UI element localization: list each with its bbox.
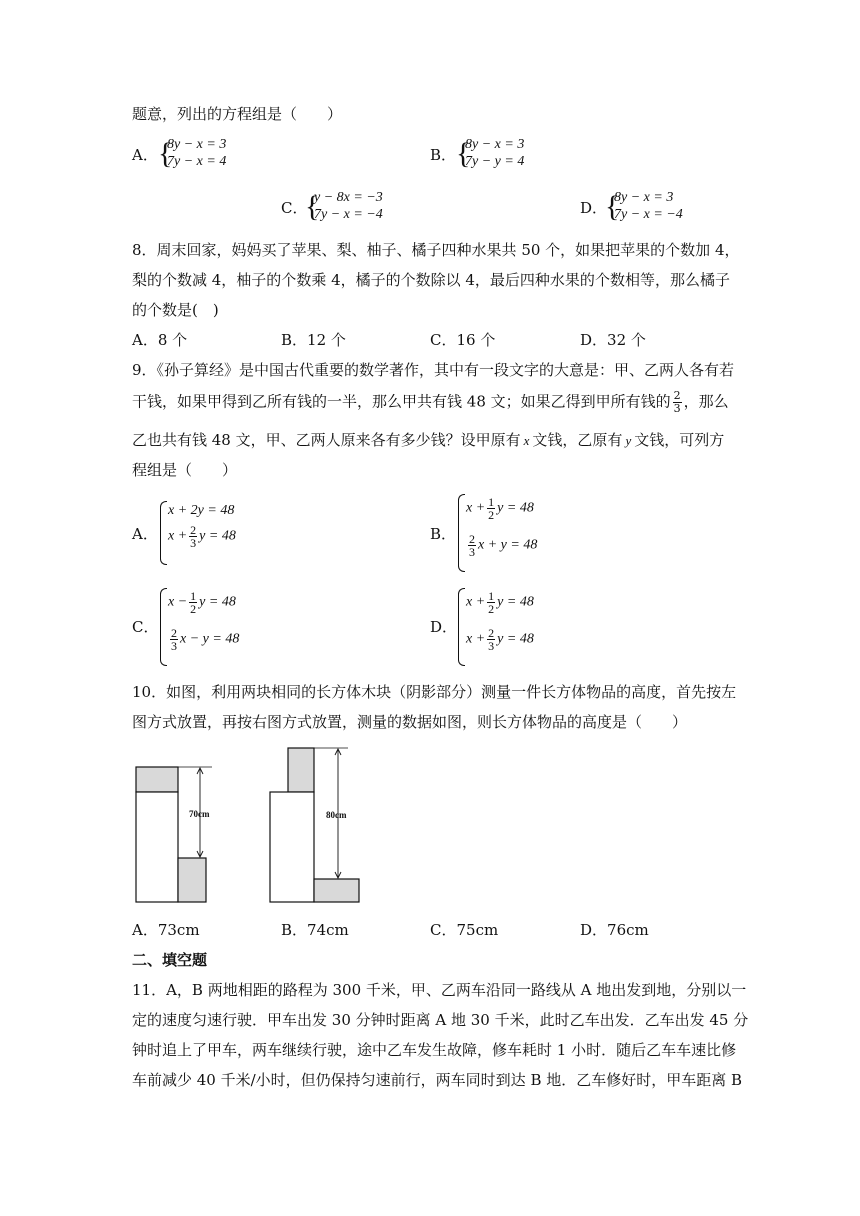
right-object-box bbox=[270, 792, 314, 902]
frac-denominator: 3 bbox=[469, 545, 475, 559]
q9-line3-part3: 文钱，可列方 bbox=[634, 431, 725, 449]
q10-stem-line2: 图方式放置，再按右图方式放置，测量的数据如图，则长方体物品的高度是（ ） bbox=[132, 713, 688, 731]
q9-a-eq1: x + 2y = 48 bbox=[168, 503, 235, 518]
right-bottom-wood-block bbox=[314, 879, 359, 902]
q7-option-a-brace: { bbox=[158, 137, 173, 170]
var-x: x bbox=[523, 433, 530, 448]
q9-option-b-label: B． bbox=[430, 525, 457, 543]
q7-option-b-brace: { bbox=[456, 137, 471, 170]
frac-numerator: 1 bbox=[190, 589, 197, 603]
frac-denominator: 2 bbox=[190, 602, 197, 616]
q11-stem-line4: 车前减少 40 千米/小时，但仍保持匀速前行，两车同时到达 B 地．乙车修好时，甲车距离 B bbox=[132, 1071, 743, 1089]
q7-b-eq1: 8y − x = 3 bbox=[465, 137, 525, 152]
q8-option-d: D．32 个 bbox=[580, 331, 646, 349]
q9-d-eq1-rhs: y = 48 bbox=[497, 594, 534, 610]
frac-numerator: 1 bbox=[488, 589, 495, 603]
frac-numerator: 2 bbox=[488, 626, 495, 640]
frac-numerator: 1 bbox=[488, 495, 495, 509]
frac-denominator: 3 bbox=[190, 536, 197, 550]
q8-option-b: B．12 个 bbox=[281, 331, 346, 349]
q9-option-c-label: C． bbox=[132, 618, 159, 636]
q7-option-d-brace: { bbox=[605, 190, 620, 223]
q9-b-eq1-rhs: y = 48 bbox=[497, 500, 534, 516]
q9-d-eq1-lhs: x + bbox=[466, 594, 486, 610]
right-top-wood-block bbox=[288, 748, 314, 792]
q9-line2-part2: ，那么 bbox=[683, 392, 729, 411]
q9-c-eq1-lhs: x − bbox=[168, 594, 188, 610]
q9-d-eq2-rhs: y = 48 bbox=[497, 631, 534, 647]
var-y: y bbox=[625, 433, 632, 448]
q9-c-eq2-rest: x − y = 48 bbox=[180, 631, 240, 647]
left-bottom-wood-block bbox=[178, 858, 206, 902]
right-arrangement bbox=[270, 748, 359, 902]
q7-stem-tail: 题意，列出的方程组是（ ） bbox=[132, 105, 343, 123]
frac-denominator: 3 bbox=[488, 639, 495, 653]
q7-d-eq1: 8y − x = 3 bbox=[614, 190, 674, 205]
q9-b-eq2-rest: x + y = 48 bbox=[478, 537, 538, 553]
right-dimension-label: 80cm bbox=[326, 810, 347, 820]
q7-c-eq1: y − 8x = −3 bbox=[314, 190, 383, 205]
q8-option-a: A．8 个 bbox=[132, 331, 188, 349]
q9-stem-line4: 程组是（ ） bbox=[132, 461, 238, 479]
q9-b-eq1-lhs: x + bbox=[466, 500, 486, 516]
frac-denominator: 2 bbox=[488, 602, 495, 616]
q7-option-d-label: D． bbox=[580, 199, 608, 217]
q7-a-eq1: 8y − x = 3 bbox=[167, 137, 227, 152]
left-top-wood-block bbox=[136, 767, 178, 792]
q10-option-d: D．76cm bbox=[580, 921, 649, 939]
frac-denominator: 2 bbox=[488, 508, 495, 522]
q8-option-c: C．16 个 bbox=[430, 331, 496, 349]
frac-denominator: 3 bbox=[171, 639, 177, 653]
q10-option-b: B．74cm bbox=[281, 921, 349, 939]
q7-a-eq2: 7y − x = 4 bbox=[167, 154, 227, 169]
q11-stem-line1: 11．A，B 两地相距的路程为 300 千米，甲、乙两车沿同一路线从 A 地出发到地，分别以一 bbox=[132, 981, 747, 999]
q9-line3-part1: 乙也共有钱 48 文，甲、乙两人原来各有多少钱？设甲原有 bbox=[132, 431, 521, 449]
q10-stem-line1: 10．如图，利用两块相同的长方体木块（阴影部分）测量一件长方体物品的高度，首先按左 bbox=[132, 683, 737, 701]
q9-option-a-label: A． bbox=[132, 525, 158, 543]
q9-option-d-label: D． bbox=[430, 618, 458, 636]
left-arrangement bbox=[136, 767, 212, 902]
q8-stem-line1: 8．周末回家，妈妈买了苹果、梨、柚子、橘子四种水果共 50 个，如果把苹果的个数加 4， bbox=[132, 241, 740, 259]
q8-stem-line2: 梨的个数减 4，柚子的个数乘 4，橘子的个数除以 4，最后四种水果的个数相等，那么橘子 bbox=[132, 271, 730, 289]
q9-d-eq2-lhs: x + bbox=[466, 631, 486, 647]
q7-option-c-label: C． bbox=[281, 199, 308, 217]
left-object-box bbox=[136, 792, 178, 902]
q10-option-c: C．75cm bbox=[430, 921, 499, 939]
frac-numerator: 2 bbox=[171, 626, 177, 640]
q9-c-eq1-rhs: y = 48 bbox=[199, 594, 236, 610]
q7-b-eq2: 7y − y = 4 bbox=[465, 154, 525, 169]
q8-stem-line3: 的个数是( ) bbox=[132, 301, 219, 319]
q9-a-eq2-rhs: y = 48 bbox=[199, 528, 236, 544]
q9-line3-part2: 文钱，乙原有 bbox=[532, 431, 623, 449]
frac-denominator: 3 bbox=[673, 402, 681, 415]
q9-line2-part1: 干钱，如果甲得到乙所有钱的一半，那么甲共有钱 48 文；如果乙得到甲所有钱的 bbox=[132, 392, 671, 411]
q10-option-a: A．73cm bbox=[132, 921, 200, 939]
q7-option-b-label: B． bbox=[430, 146, 457, 164]
q7-d-eq2: 7y − x = −4 bbox=[614, 207, 683, 222]
q7-option-c-brace: { bbox=[305, 190, 320, 223]
q9-a-eq2-lhs: x + bbox=[168, 528, 188, 544]
section-title-fill-in: 二、填空题 bbox=[132, 951, 208, 969]
left-dimension-label: 70cm bbox=[189, 809, 210, 819]
q7-c-eq2: 7y − x = −4 bbox=[314, 207, 383, 222]
q11-stem-line2: 定的速度匀速行驶．甲车出发 30 分钟时距离 A 地 30 千米，此时乙车出发．乙车出发 45 分 bbox=[132, 1011, 749, 1029]
frac-numerator: 2 bbox=[673, 389, 681, 402]
q11-stem-line3: 钟时追上了甲车，两车继续行驶，途中乙车发生故障，修车耗时 1 小时．随后乙车车速比修 bbox=[132, 1041, 737, 1059]
q9-stem-line1: 9．《孙子算经》是中国古代重要的数学著作，其中有一段文字的大意是：甲、乙两人各有若 bbox=[132, 361, 735, 379]
q7-option-a-label: A． bbox=[132, 146, 158, 164]
frac-numerator: 2 bbox=[469, 532, 475, 546]
frac-numerator: 2 bbox=[190, 523, 197, 537]
